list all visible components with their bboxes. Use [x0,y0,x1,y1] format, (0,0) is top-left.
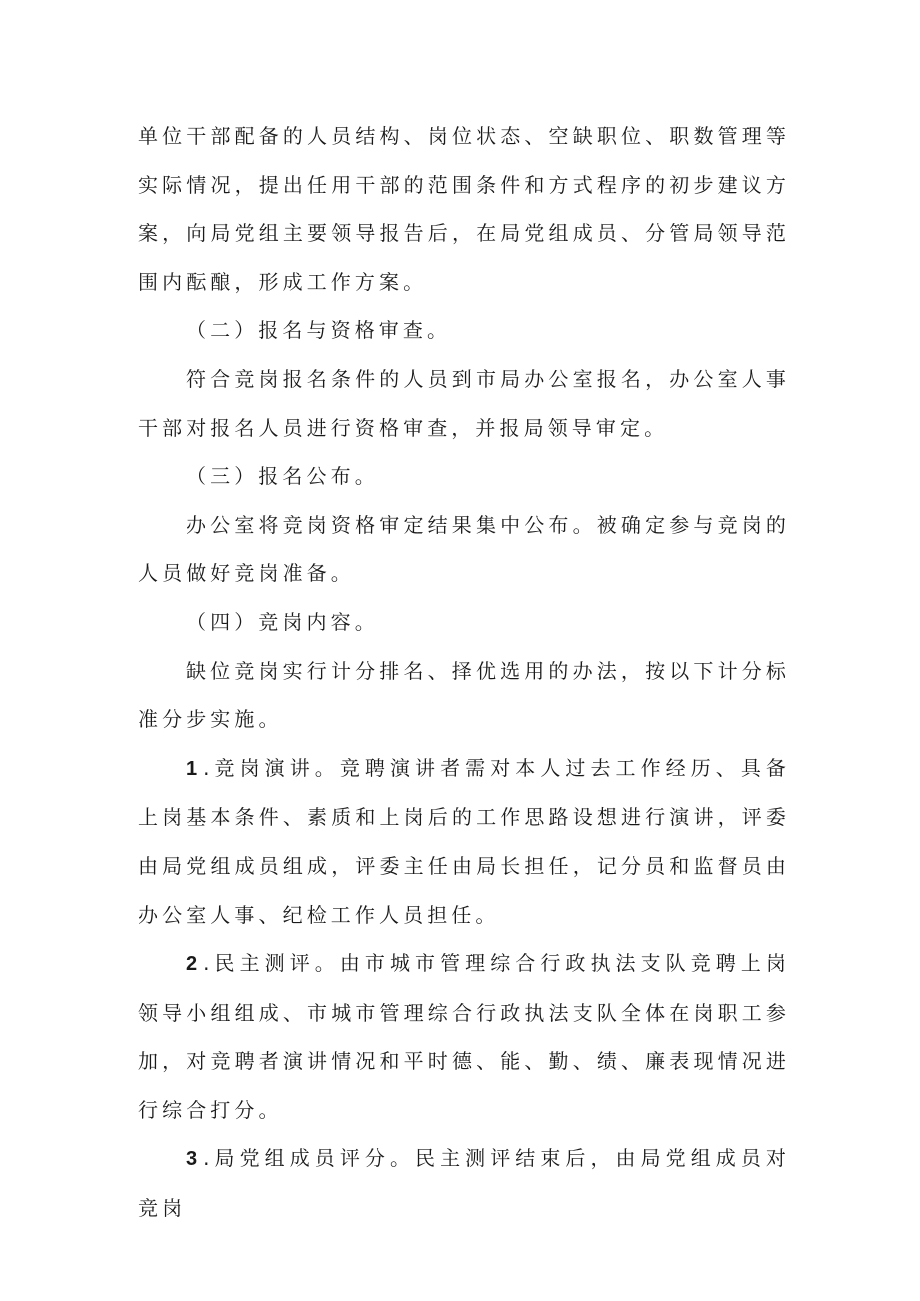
list-item-democratic-evaluation [138,939,790,1134]
list-item-speech [138,744,790,939]
list-item-number: 3 [186,1148,198,1171]
list-item-number: 2 [186,953,198,976]
paragraph-content: 缺位竞岗实行计分排名、择优选用的办法，按以下计分标准分步实施。 [138,658,790,732]
list-item-text: .竞岗演讲。竞聘演讲者需对本人过去工作经历、具备上岗基本条件、素质和上岗后的工作思路设想进行演讲，评委由局党组成员组成，评委主任由局长担任，记分员和监督员由办公室人事、纪检工作人员担任。 [138,755,790,927]
list-item-text: .民主测评。由市城市管理综合行政执法支队竞聘上岗领导小组组成、市城市管理综合行政执法支队全体在岗职工参加，对竞聘者演讲情况和平时德、能、勤、绩、廉表现情况进行综合打分。 [138,951,790,1122]
section-heading-registration: （二）报名与资格审查。 [186,318,452,343]
paragraph-registration: 符合竞岗报名条件的人员到市局办公室报名，办公室人事干部对报名人员进行资格审查，并报局领导审定。 [138,366,790,440]
paragraph-continuation: 单位干部配备的人员结构、岗位状态、空缺职位、职数管理等实际情况，提出任用干部的范围条件和方式程序的初步建议方案，向局党组主要领导报告后，在局党组成员、分管局领导范围内酝酿，形成工作方案。 [138,124,790,294]
section-heading-content: （四）竞岗内容。 [186,609,379,634]
list-item-text: .局党组成员评分。民主测评结束后，由局党组成员对竞岗 [138,1146,790,1221]
document-body [138,112,790,1233]
paragraph-announcement: 办公室将竞岗资格审定结果集中公布。被确定参与竞岗的人员做好竞岗准备。 [138,512,790,586]
section-heading-announcement: （三）报名公布。 [186,464,379,489]
list-item-party-scoring [138,1134,790,1232]
list-item-number: 1 [186,757,198,780]
